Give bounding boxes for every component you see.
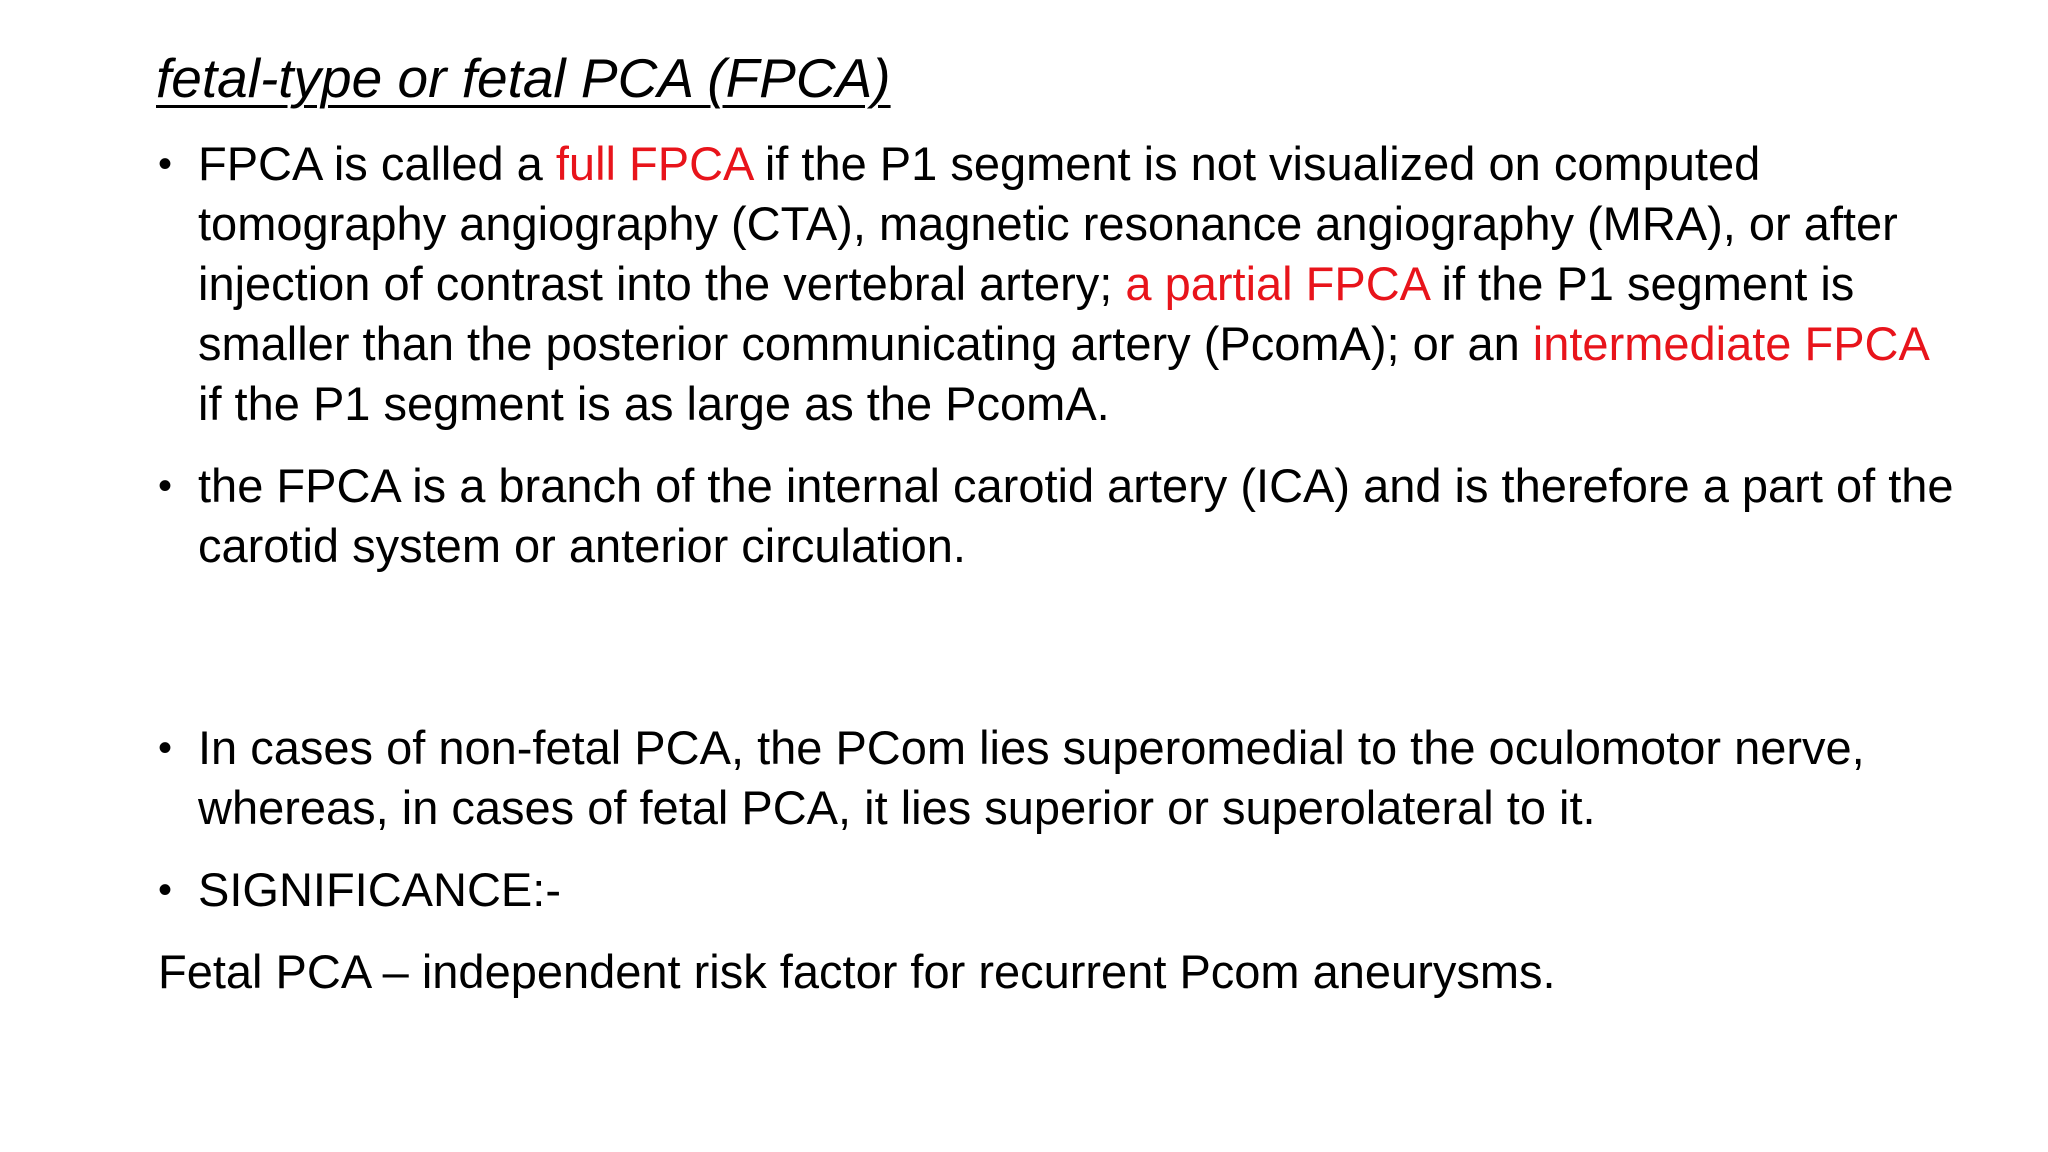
bullet-text: SIGNIFICANCE:- <box>198 863 561 916</box>
bullet-pcom-position <box>156 718 1956 838</box>
bullet-text: In cases of non-fetal PCA, the PCom lies superomedial to the oculomotor nerve, whereas, in cases of fetal PCA, it lies superior or superolateral to it. <box>198 721 1865 834</box>
bullet-dot: • <box>158 464 173 508</box>
text-segment: if the P1 segment is smaller than the posterior communicating artery (PcomA); or an <box>198 257 1855 370</box>
bullet-dot: • <box>158 726 173 770</box>
bullet-dot: • <box>158 868 173 912</box>
slide-title: fetal-type or fetal PCA (FPCA) <box>156 47 891 109</box>
bullet-fpca-branch <box>156 456 1956 576</box>
text-segment: if the P1 segment is not visualized on computed tomography angiography (CTA), magnetic resonance angiography (MRA), or after injection of contrast into the vertebral artery; <box>198 137 1898 310</box>
text-segment: FPCA is called a <box>198 137 556 190</box>
bullet-significance <box>156 860 1956 920</box>
highlight-partial-fpca: a partial FPCA <box>1125 257 1429 310</box>
bullet-fpca-definition <box>156 134 1956 434</box>
bullet-dot: • <box>158 142 173 186</box>
bullet-text: the FPCA is a branch of the internal carotid artery (ICA) and is therefore a part of the carotid system or anterior circulation. <box>198 459 1954 572</box>
highlight-intermediate-fpca: intermediate FPCA <box>1532 317 1928 370</box>
highlight-full-fpca: full FPCA <box>555 137 752 190</box>
text-segment: if the P1 segment is as large as the PcomA. <box>198 377 1110 430</box>
conclusion-text: Fetal PCA – independent risk factor for recurrent Pcom aneurysms. <box>158 945 1556 998</box>
slide-body <box>156 134 1956 1002</box>
